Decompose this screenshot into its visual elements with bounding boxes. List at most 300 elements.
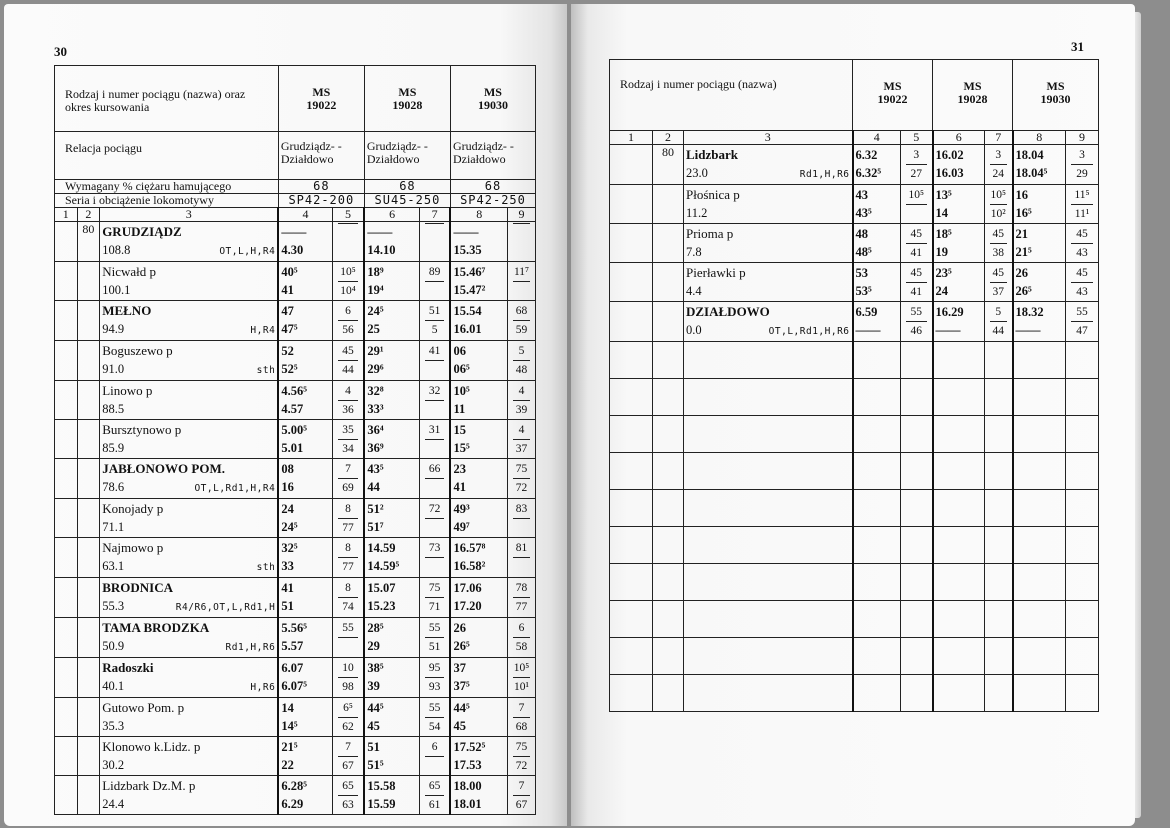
empty-cell (1066, 527, 1099, 564)
col-1-cell (55, 262, 78, 301)
train-2-minutes (985, 224, 1013, 263)
time-arrival: 18⁹ (367, 265, 384, 279)
stop-minutes: 8 74 (335, 579, 362, 616)
empty-cell (985, 342, 1013, 379)
stop-minutes: 8 77 (335, 500, 362, 537)
relation-train-3: Grudziądz- - Działdowo (450, 132, 535, 180)
column-number: 4 (853, 131, 901, 145)
train-3-time (1013, 302, 1066, 342)
station-cell (100, 499, 279, 538)
stop-minutes: 65 63 (335, 777, 362, 814)
time-departure: 6.29 (281, 797, 304, 811)
train-3-minutes (507, 776, 535, 815)
empty-cell (610, 379, 653, 416)
train-3-minutes (1066, 263, 1099, 302)
empty-cell (653, 453, 684, 490)
train-2-time (364, 222, 419, 262)
column-number-row (55, 208, 536, 222)
train-3-minutes (507, 618, 535, 658)
train-2-minutes (419, 459, 450, 499)
train-2-minutes (419, 301, 450, 341)
header-train-type-label: Rodzaj i numer pociągu (nazwa) oraz okres kursowania (55, 66, 279, 132)
station-km: 30.2 (102, 758, 125, 772)
station-row (55, 658, 536, 698)
empty-cell (853, 564, 901, 601)
col-1-cell (610, 145, 653, 185)
col-1-cell (55, 538, 78, 578)
empty-row (610, 601, 1099, 638)
train-1-time (278, 222, 332, 262)
empty-cell (985, 638, 1013, 675)
train-1-minutes (332, 459, 364, 499)
train-3-time (450, 618, 507, 658)
empty-cell (933, 638, 985, 675)
column-number: 9 (1066, 131, 1099, 145)
train-1-time (278, 658, 332, 698)
station-cell (100, 538, 279, 578)
station-name: Bursztynowo p (102, 422, 182, 437)
column-number: 2 (77, 208, 100, 222)
stop-minutes: 32 (422, 382, 448, 401)
time-departure: 18.04⁵ (1015, 166, 1048, 180)
train-3-minutes (1066, 302, 1099, 342)
empty-cell (684, 453, 853, 490)
station-km: 23.0 (686, 166, 708, 180)
line-number (77, 578, 100, 618)
station-codes: OT,L,Rd1,H,R4 (194, 483, 276, 494)
stop-minutes: 41 (422, 342, 448, 361)
station-row (55, 776, 536, 815)
line-number: 80 (77, 222, 100, 262)
time-departure: 21⁵ (1015, 245, 1032, 259)
time-departure: 5.57 (281, 639, 304, 653)
stop-minutes: 3 27 (903, 146, 930, 183)
time-departure: 52⁵ (281, 362, 298, 376)
empty-row (610, 638, 1099, 675)
time-departure: 16.58² (453, 559, 486, 573)
column-number: 3 (100, 208, 279, 222)
header-train-type-label: Rodzaj i numer pociągu (nazwa) (610, 60, 853, 131)
time-departure: 14 (935, 206, 949, 220)
station-row (55, 222, 536, 262)
stop-minutes: 75 72 (510, 460, 533, 497)
station-km: 50.9 (102, 639, 125, 653)
train-3-minutes (507, 658, 535, 698)
empty-cell (1066, 342, 1099, 379)
train-3-minutes (507, 341, 535, 381)
column-number: 9 (507, 208, 535, 222)
station-cell (100, 381, 279, 420)
train-3-minutes (507, 737, 535, 776)
relation-train-1: Grudziądz- - Działdowo (278, 132, 364, 180)
station-name: JABŁONOWO POM. (102, 461, 225, 476)
station-row (55, 459, 536, 499)
station-name: Radoszki (102, 660, 154, 675)
empty-cell (901, 453, 933, 490)
time-departure: 26⁵ (453, 639, 470, 653)
column-number: 3 (684, 131, 853, 145)
time-departure: 24⁵ (281, 520, 298, 534)
station-cell (100, 618, 279, 658)
time-departure: 19 (935, 245, 949, 259)
time-arrival: 53 (855, 266, 869, 280)
train-1-time (853, 302, 901, 342)
train-3-minutes (507, 262, 535, 301)
station-codes: R4/R6,OT,L,Rd1,H (175, 602, 276, 613)
col-1-cell (610, 185, 653, 224)
train-1-time (853, 145, 901, 185)
station-row (55, 420, 536, 459)
stop-minutes: 89 (422, 263, 448, 282)
stop-minutes: 10⁵ 10⁴ (335, 263, 362, 300)
train-1-time (278, 618, 332, 658)
empty-cell (684, 601, 853, 638)
train-1-minutes (332, 737, 364, 776)
train-2-minutes (985, 185, 1013, 224)
line-number (77, 459, 100, 499)
train-1-minutes (332, 341, 364, 381)
empty-cell (610, 601, 653, 638)
stop-minutes: 55 (335, 619, 362, 638)
time-departure: 43⁵ (855, 206, 872, 220)
time-arrival: 28⁵ (367, 621, 384, 635)
column-number: 6 (933, 131, 985, 145)
empty-cell (853, 379, 901, 416)
column-number: 5 (332, 208, 364, 222)
empty-row (610, 379, 1099, 416)
empty-cell (853, 342, 901, 379)
station-name: Najmowo p (102, 540, 164, 555)
time-arrival: 48 (855, 227, 869, 241)
column-number: 2 (653, 131, 684, 145)
time-departure: 44 (367, 480, 380, 494)
time-arrival: 14 (281, 701, 294, 715)
empty-cell (1013, 564, 1066, 601)
empty-row (610, 675, 1099, 712)
train-3-time (450, 459, 507, 499)
empty-cell (853, 416, 901, 453)
station-row (55, 737, 536, 776)
time-departure: 15.59 (367, 797, 396, 811)
time-departure: 51⁵ (367, 758, 384, 772)
time-departure: 4.57 (281, 402, 304, 416)
train-1-minutes (332, 658, 364, 698)
time-departure: 33³ (367, 402, 384, 416)
loco-train-3: SP42-250 (450, 194, 535, 208)
time-departure: —— (935, 323, 961, 337)
station-row (610, 185, 1099, 224)
train-1-minutes (901, 263, 933, 302)
train-3-minutes (507, 420, 535, 459)
train-1-time (853, 185, 901, 224)
station-cell (684, 302, 853, 342)
station-km: 85.9 (102, 441, 125, 455)
stop-minutes: 4 36 (335, 382, 362, 419)
train-2-minutes (419, 776, 450, 815)
train-1-minutes (901, 145, 933, 185)
train-2-minutes (985, 302, 1013, 342)
train-3-time (450, 578, 507, 618)
time-departure: 16⁵ (1015, 206, 1032, 220)
empty-cell (901, 379, 933, 416)
train-1-minutes (901, 185, 933, 224)
station-km: 55.3 (102, 599, 125, 613)
time-departure: 36⁹ (367, 441, 384, 455)
timetable-right (609, 59, 1099, 712)
line-number (77, 420, 100, 459)
line-number (653, 263, 684, 302)
train-2-time (933, 302, 985, 342)
loco-train-2: SU45-250 (364, 194, 450, 208)
train-3-time (450, 737, 507, 776)
time-departure: 16.03 (935, 166, 964, 180)
empty-cell (610, 453, 653, 490)
col-1-cell (55, 420, 78, 459)
time-arrival: 51² (367, 502, 384, 516)
empty-cell (610, 342, 653, 379)
page-number-left: 30 (54, 44, 67, 59)
header-braking-label: Wymagany % ciężaru hamującego (55, 180, 279, 194)
train-1-time (278, 301, 332, 341)
empty-cell (610, 564, 653, 601)
time-departure: 11 (453, 402, 466, 416)
station-codes: Rd1,H,R6 (799, 169, 850, 180)
stop-minutes: 45 43 (1068, 225, 1096, 262)
empty-cell (610, 490, 653, 527)
stop-minutes: 45 38 (987, 225, 1010, 262)
empty-cell (653, 675, 684, 712)
stop-minutes: 10 98 (335, 659, 362, 696)
empty-cell (853, 527, 901, 564)
train-2-time (364, 538, 419, 578)
line-number (653, 224, 684, 263)
col-1-cell (55, 737, 78, 776)
time-departure: 33 (281, 559, 294, 573)
empty-cell (653, 564, 684, 601)
time-arrival: 43⁵ (367, 462, 384, 476)
train-1-time (278, 262, 332, 301)
time-departure: 18.01 (453, 797, 482, 811)
empty-cell (985, 564, 1013, 601)
time-arrival: 52 (281, 344, 294, 358)
train-2-minutes (985, 145, 1013, 185)
train-3-time (450, 262, 507, 301)
line-number (77, 776, 100, 815)
train-3-minutes (1066, 224, 1099, 263)
time-departure: 14⁵ (281, 719, 298, 733)
time-departure: 51⁷ (367, 520, 384, 534)
stop-minutes: 55 51 (422, 619, 448, 656)
station-cell (100, 578, 279, 618)
empty-cell (933, 416, 985, 453)
time-departure: 45 (453, 719, 466, 733)
station-name: Klonowo k.Lidz. p (102, 739, 201, 754)
empty-cell (1013, 416, 1066, 453)
train-2-time (364, 618, 419, 658)
train-2-minutes (419, 618, 450, 658)
time-arrival: 41 (281, 581, 294, 595)
station-row (55, 698, 536, 737)
train-3-time (1013, 185, 1066, 224)
train-1-minutes (332, 262, 364, 301)
column-number: 7 (985, 131, 1013, 145)
time-arrival: 4.56⁵ (281, 384, 307, 398)
empty-cell (684, 379, 853, 416)
header-loco-label: Seria i obciążenie lokomotywy (55, 194, 279, 208)
header-train-2: MS 19028 (364, 66, 450, 132)
empty-cell (933, 527, 985, 564)
station-row (610, 145, 1099, 185)
line-number (77, 618, 100, 658)
train-3-time (450, 538, 507, 578)
time-departure: 45 (367, 719, 380, 733)
time-departure: 6.07⁵ (281, 679, 307, 693)
station-cell (684, 145, 853, 185)
stop-minutes: 7 67 (335, 738, 362, 775)
col-1-cell (55, 618, 78, 658)
station-cell (100, 698, 279, 737)
train-3-time (450, 499, 507, 538)
station-row (55, 381, 536, 420)
station-cell (100, 420, 279, 459)
station-codes: H,R6 (250, 682, 276, 693)
stop-minutes: 7 69 (335, 460, 362, 497)
stop-minutes: 4 39 (510, 382, 533, 419)
col-1-cell (55, 698, 78, 737)
line-number (77, 658, 100, 698)
station-row (55, 301, 536, 341)
time-departure: 15.47² (453, 283, 486, 297)
empty-cell (610, 527, 653, 564)
station-cell (100, 737, 279, 776)
train-3-time (450, 698, 507, 737)
time-departure: 17.53 (453, 758, 482, 772)
station-name: Konojady p (102, 501, 164, 516)
stop-minutes: 6 (422, 738, 448, 757)
empty-cell (684, 416, 853, 453)
stop-minutes: 11⁷ (510, 263, 533, 282)
time-arrival: 36⁴ (367, 423, 384, 437)
stop-minutes: 95 93 (422, 659, 448, 696)
station-row (610, 302, 1099, 342)
line-number (77, 698, 100, 737)
empty-cell (653, 638, 684, 675)
time-arrival: 38⁵ (367, 661, 384, 675)
time-arrival: 17.52⁵ (453, 740, 486, 754)
station-name: Płośnica p (686, 187, 740, 202)
station-codes: sth (256, 365, 276, 376)
stop-minutes: 7 68 (510, 699, 533, 736)
braking-train-1: 68 (278, 180, 364, 194)
column-number: 5 (901, 131, 933, 145)
empty-row (610, 490, 1099, 527)
stop-minutes: 72 (422, 500, 448, 519)
time-arrival: 15.07 (367, 581, 396, 595)
empty-cell (1013, 638, 1066, 675)
empty-cell (933, 453, 985, 490)
station-cell (100, 222, 279, 262)
stop-minutes: 45 41 (903, 225, 930, 262)
train-2-minutes (419, 698, 450, 737)
time-departure: 22 (281, 758, 294, 772)
train-3-time (450, 658, 507, 698)
column-number: 8 (450, 208, 507, 222)
train-3-time (450, 776, 507, 815)
train-2-minutes (985, 263, 1013, 302)
time-arrival: 17.06 (453, 581, 482, 595)
station-cell (684, 185, 853, 224)
time-departure: 15.35 (453, 243, 482, 257)
station-name: Linowo p (102, 383, 153, 398)
train-1-time (278, 538, 332, 578)
time-arrival: 44⁵ (367, 701, 384, 715)
train-1-minutes (901, 224, 933, 263)
station-row (610, 263, 1099, 302)
empty-cell (933, 379, 985, 416)
train-2-time (933, 224, 985, 263)
train-3-time (1013, 145, 1066, 185)
time-departure: 39 (367, 679, 380, 693)
time-arrival: 6.59 (855, 305, 878, 319)
time-departure: 06⁵ (453, 362, 470, 376)
stop-minutes: 81 (510, 539, 533, 558)
empty-cell (684, 675, 853, 712)
station-row (55, 262, 536, 301)
time-departure: 19⁴ (367, 283, 384, 297)
col-1-cell (55, 499, 78, 538)
train-2-time (364, 381, 419, 420)
train-2-minutes (419, 658, 450, 698)
time-departure: 48⁵ (855, 245, 872, 259)
stop-minutes: 68 59 (510, 302, 533, 339)
station-codes: OT,L,Rd1,H,R6 (768, 326, 850, 337)
time-departure: 41 (281, 283, 294, 297)
col-1-cell (610, 302, 653, 342)
time-arrival: 47 (281, 304, 294, 318)
column-number: 1 (55, 208, 78, 222)
empty-cell (653, 527, 684, 564)
time-departure: 37⁵ (453, 679, 470, 693)
line-number (77, 341, 100, 381)
train-1-minutes (332, 776, 364, 815)
stop-minutes: 10⁵ (903, 186, 930, 205)
stop-minutes: 45 44 (335, 342, 362, 379)
time-arrival: 16.29 (935, 305, 964, 319)
station-km: 91.0 (102, 362, 125, 376)
loco-train-1: SP42-200 (278, 194, 364, 208)
train-2-minutes (419, 499, 450, 538)
train-1-time (278, 420, 332, 459)
stop-minutes: 5 48 (510, 342, 533, 379)
train-1-minutes (332, 538, 364, 578)
train-2-time (364, 420, 419, 459)
book-edge (1135, 12, 1141, 818)
stop-minutes: 55 46 (903, 303, 930, 340)
train-2-minutes (419, 262, 450, 301)
braking-train-2: 68 (364, 180, 450, 194)
empty-cell (1013, 342, 1066, 379)
empty-cell (933, 601, 985, 638)
empty-cell (610, 675, 653, 712)
train-3-time (450, 420, 507, 459)
stop-minutes: 78 77 (510, 579, 533, 616)
stop-minutes: 83 (510, 500, 533, 519)
time-arrival: 16 (1015, 188, 1029, 202)
empty-cell (853, 490, 901, 527)
train-3-minutes (507, 698, 535, 737)
train-1-minutes (332, 381, 364, 420)
stop-minutes: 65 61 (422, 777, 448, 814)
